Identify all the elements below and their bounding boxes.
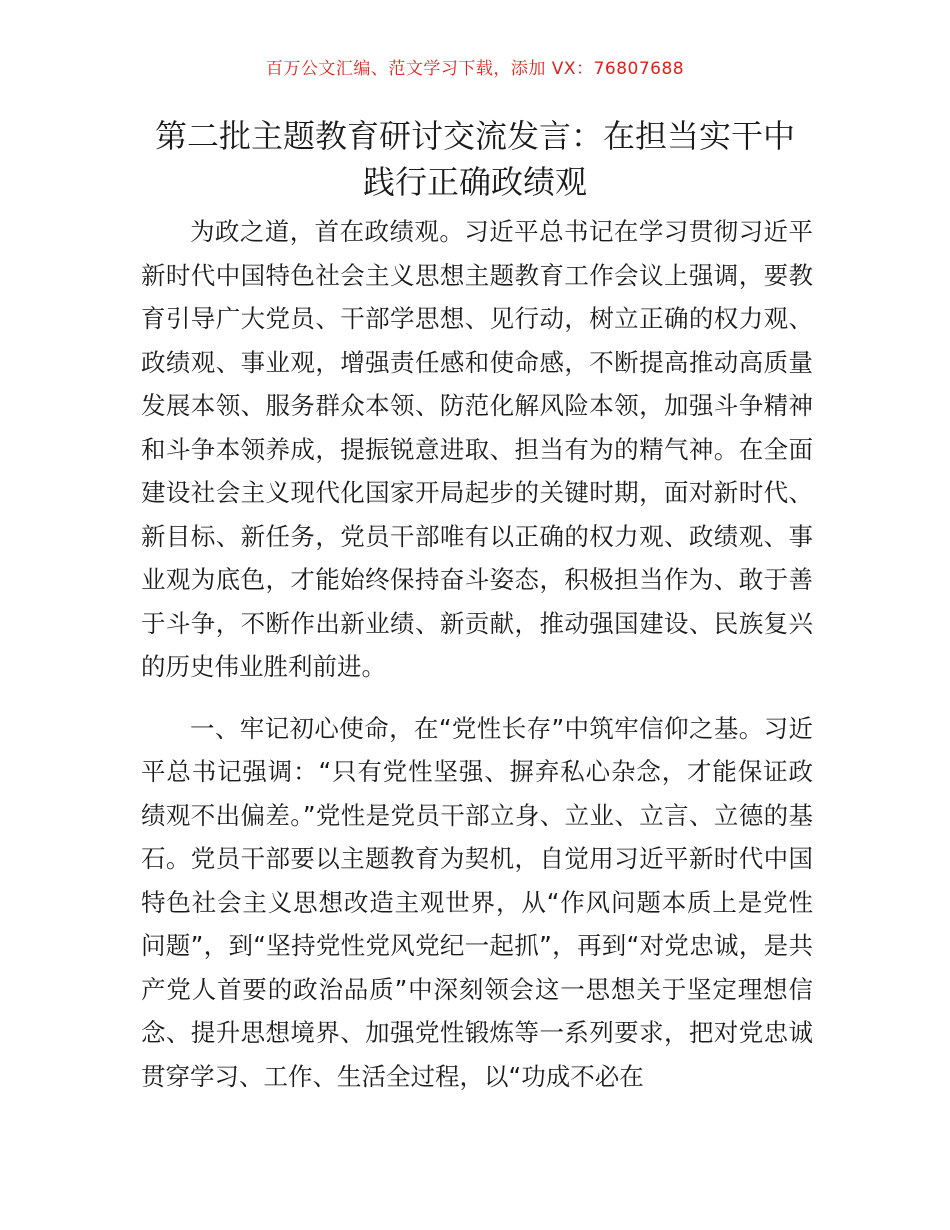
title-line-2: 践行正确政绩观	[362, 163, 587, 201]
paragraph-intro: 为政之道，首在政绩观。习近平总书记在学习贯彻习近平新时代中国特色社会主义思想主题教育工作会议上强调，要教育引导广大党员、干部学思想、见行动，树立正确的权力观、政绩观、事业观，增强责任感和使命感，不断提高推动高质量发展本领、服务群众本领、防范化解风险本领，加强斗争精神和斗争本领养成，提振锐意进取、担当有为的精气神。在全面建设社会主义现代化国家开局起步的关键时期，面对新时代、新目标、新任务，党员干部唯有以正确的权力观、政绩观、事业观为底色，才能始终保持奋斗姿态，积极担当作为、敢于善于斗争，不断作出新业绩、新贡献，推动强国建设、民族复兴的历史伟业胜利前进。	[141, 217, 813, 681]
watermark-header: 百万公文汇编、范文学习下载，添加 VX：76807688	[265, 59, 685, 79]
title-line-1: 第二批主题教育研讨交流发言：在担当实干中	[154, 117, 795, 155]
document-title	[100, 113, 850, 205]
paragraph-section-1: 一、牢记初心使命，在“党性长存”中筑牢信仰之基。习近平总书记强调：“只有党性坚强、摒弃私心杂念，才能保证政绩观不出偏差。”党性是党员干部立身、立业、立言、立德的基石。党员干部要以主题教育为契机，自觉用习近平新时代中国特色社会主义思想改造主观世界，从“作风问题本质上是党性问题”，到“坚持党性党风党纪一起抓”，再到“对党忠诚，是共产党人首要的政治品质”中深刻领会这一思想关于坚定理想信念、提升思想境界、加强党性锻炼等一系列要求，把对党忠诚贯穿学习、工作、生活全过程，以“功成不必在	[141, 713, 813, 1091]
document-body	[141, 210, 813, 1098]
